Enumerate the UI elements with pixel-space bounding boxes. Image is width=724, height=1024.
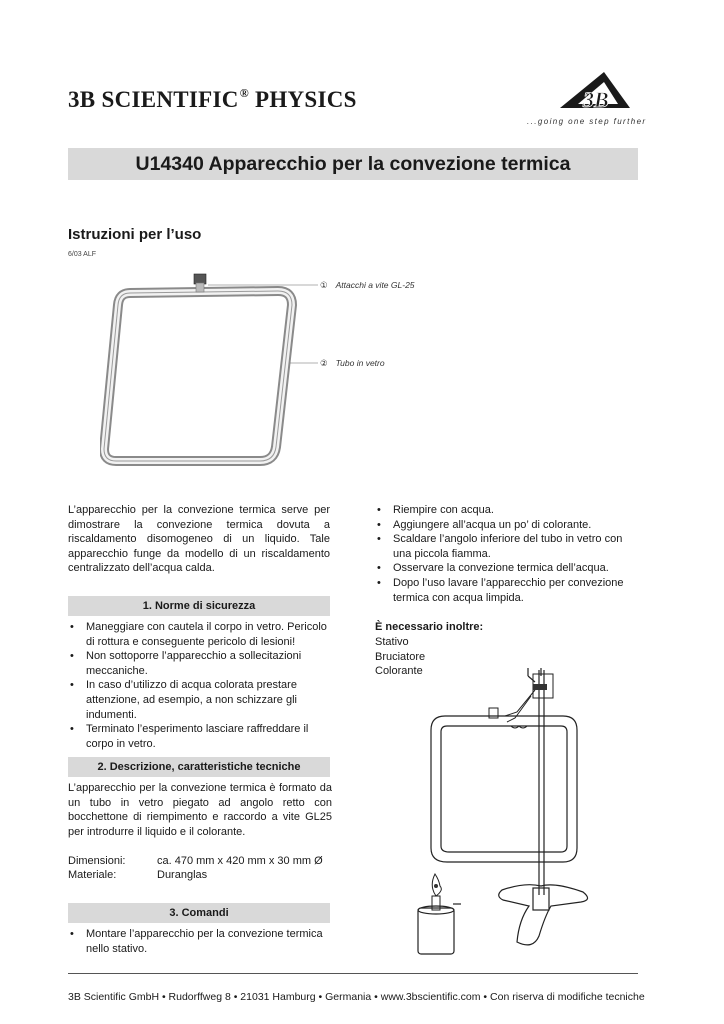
spec-value: ca. 470 mm x 420 mm x 30 mm Ø <box>157 855 323 867</box>
list-item: • Dopo l’uso lavare l’apparecchio per convezione termica con acqua limpida. <box>375 576 639 605</box>
needed-item: Bruciatore <box>375 650 426 663</box>
footer-text: 3B Scientific GmbH • Rudorffweg 8 • 21031 Hamburg • Germania • www.3bscientific.com • Con riserva di modifiche tecniche <box>68 991 645 1003</box>
brand-title <box>68 86 357 113</box>
operation-list-left <box>68 927 332 956</box>
spec-label: Materiale: <box>68 869 117 881</box>
needed-item: Stativo <box>375 636 409 648</box>
logo-lettering: 3B <box>583 87 609 112</box>
list-item: • Scaldare l’angolo inferiore del tubo in vetro con una piccola fiamma. <box>375 532 639 561</box>
list-item: • In caso d’utilizzo di acqua colorata prestare attenzione, ad esempio, a non schizzare gli indumenti. <box>68 678 332 722</box>
description-paragraph: L’apparecchio per la convezione termica è formato da un tubo in vetro piegato ad angolo retto con bocchettone di riempimento e raccordo a vite GL25 per introdurre il liquido e il colorante. <box>68 782 332 838</box>
brand-name: 3B SCIENTIFIC <box>68 87 239 112</box>
section-3-heading: 3. Comandi <box>68 903 330 923</box>
spec-material <box>68 868 332 883</box>
setup-figure <box>405 660 635 960</box>
brand-suffix: PHYSICS <box>254 87 357 112</box>
list-item: • Aggiungere all’acqua un po’ di colorante. <box>375 518 639 533</box>
spec-dimensions <box>68 854 332 869</box>
footer-divider <box>68 973 638 974</box>
spec-label: Dimensioni: <box>68 855 126 867</box>
callout-1-number: ① <box>320 280 328 290</box>
section-1-heading: 1. Norme di sicurezza <box>68 596 330 616</box>
tagline: ...going one step further <box>527 117 647 126</box>
document-code: 6/03 ALF <box>68 251 97 258</box>
list-item: • Osservare la convezione termica dell’acqua. <box>375 561 639 576</box>
subheading: Istruzioni per l’uso <box>68 226 202 243</box>
callout-2 <box>320 358 385 369</box>
callout-2-label: Tubo in vetro <box>335 358 385 368</box>
callout-1 <box>320 280 415 291</box>
needed-item: Colorante <box>375 665 423 678</box>
intro-paragraph: L’apparecchio per la convezione termica serve per dimostrare la convezione termica dovuta a riscaldamento disomogeneo di un liquido. Tale apparecchio funge da modello di un riscaldamento centralizzato dell’acqua calda. <box>68 504 330 575</box>
list-item: • Montare l’apparecchio per la convezione termica nello stativo. <box>68 927 332 956</box>
spec-value: Duranglas <box>157 869 208 881</box>
needed-title: È necessario inoltre: <box>375 621 484 633</box>
callout-1-label: Attacchi a vite GL-25 <box>335 280 415 290</box>
list-item: • Maneggiare con cautela il corpo in vetro. Pericolo di rottura e conseguente pericolo di lesioni! <box>68 620 332 649</box>
operation-list-right <box>375 503 639 605</box>
document-title: U14340 Apparecchio per la convezione termica <box>68 148 638 180</box>
callout-2-number: ② <box>320 358 328 368</box>
registered-mark: ® <box>239 86 249 100</box>
section-2-heading: 2. Descrizione, caratteristiche tecniche <box>68 757 330 777</box>
apparatus-figure <box>100 265 330 480</box>
list-item: • Non sottoporre l’apparecchio a sollecitazioni meccaniche. <box>68 649 332 678</box>
safety-list <box>68 620 332 751</box>
list-item: • Riempire con acqua. <box>375 503 639 518</box>
list-item: • Terminato l’esperimento lasciare raffreddare il corpo in vetro. <box>68 722 332 751</box>
